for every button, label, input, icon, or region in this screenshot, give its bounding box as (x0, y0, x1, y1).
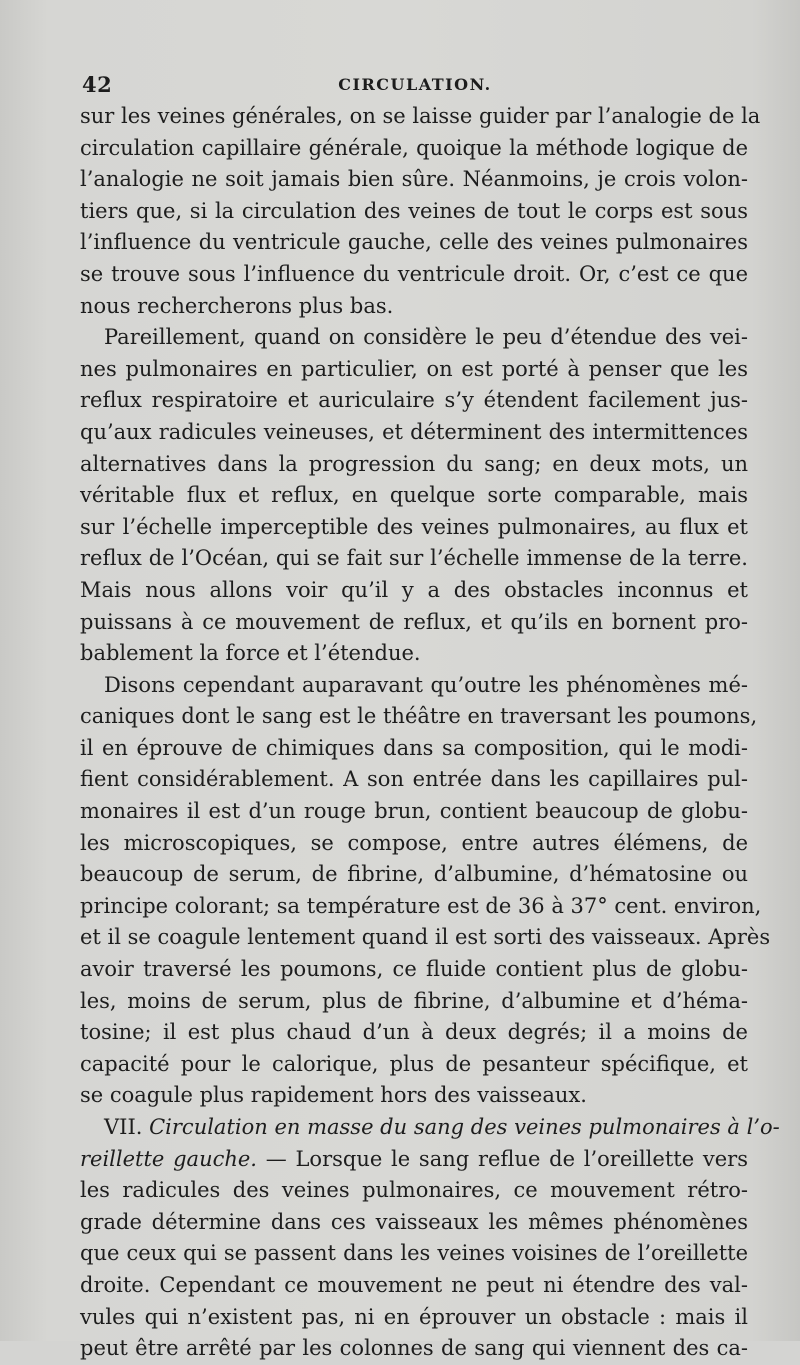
text-line: avoir traversé les poumons, ce fluide contient plus de globu- (80, 957, 748, 982)
text-line: l’analogie ne soit jamais bien sûre. Néanmoins, je crois volon- (80, 167, 748, 192)
text-line: droite. Cependant ce mouvement ne peut ni étendre des val- (80, 1272, 748, 1297)
page-number: 42 (82, 72, 113, 97)
text-line: les, moins de serum, plus de fibrine, d’albumine et d’héma- (80, 988, 748, 1013)
text-line: reflux respiratoire et auriculaire s’y étendent facilement jus- (80, 388, 748, 413)
text-line: reflux de l’Océan, qui se fait sur l’échelle immense de la terre. (80, 546, 748, 571)
text-line: puissans à ce mouvement de reflux, et qu’ils en bornent pro- (80, 609, 748, 634)
text-line (80, 1112, 780, 1144)
section-heading-italic: reillette gauche. (80, 1146, 257, 1171)
section-heading-italic: Circulation en masse du sang des veines pulmonaires à l’o- (149, 1115, 780, 1139)
text-line: bablement la force et l’étendue. (80, 641, 421, 666)
text-line: que ceux qui se passent dans les veines voisines de l’oreillette (80, 1241, 748, 1266)
text-line: sur l’échelle imperceptible des veines pulmonaires, au flux et (80, 514, 748, 539)
text-line: il en éprouve de chimiques dans sa composition, qui le modi- (80, 735, 748, 760)
text-line: nes pulmonaires en particulier, on est porté à penser que les (80, 356, 748, 381)
section-number: VII. (104, 1115, 150, 1139)
text-line: l’influence du ventricule gauche, celle des veines pulmonaires (80, 230, 748, 255)
text-line: Mais nous allons voir qu’il y a des obstacles inconnus et (80, 577, 748, 602)
text-line: Pareillement, quand on considère le peu d’étendue des vei- (104, 325, 748, 350)
text-line: alternatives dans la progression du sang; en deux mots, un (80, 451, 748, 476)
text-line: tiers que, si la circulation des veines de tout le corps est sous (80, 198, 748, 223)
text-line: grade détermine dans ces vaisseaux les mêmes phénomènes (80, 1209, 748, 1234)
text-line: se trouve sous l’influence du ventricule droit. Or, c’est ce que (80, 261, 748, 286)
text-line: les microscopiques, se compose, entre autres élémens, de (80, 830, 748, 855)
text-line (80, 1144, 748, 1176)
text-line: capacité pour le calorique, plus de pesanteur spécifique, et (80, 1051, 748, 1076)
text-line: qu’aux radicules veineuses, et déterminent des intermittences (80, 419, 748, 444)
text-line: nous rechercherons plus bas. (80, 293, 394, 318)
page-header (82, 72, 748, 102)
text-segment: — Lorsque le sang reflue de l’oreillette vers (256, 1146, 748, 1171)
text-line: peut être arrêté par les colonnes de sang qui viennent des ca- (80, 1336, 748, 1361)
text-line: tosine; il est plus chaud d’un à deux degrés; il a moins de (80, 1020, 748, 1045)
text-line: caniques dont le sang est le théâtre en traversant les poumons, (80, 704, 758, 729)
text-line: et il se coagule lentement quand il est sorti des vaisseaux. Après (80, 925, 771, 950)
text-line: monaires il est d’un rouge brun, contient beaucoup de globu- (80, 799, 748, 824)
text-line: principe colorant; sa température est de 36 à 37° cent. environ, (80, 893, 762, 918)
text-line: beaucoup de serum, de fibrine, d’albumine, d’hématosine ou (80, 862, 748, 887)
text-line: fient considérablement. A son entrée dans les capillaires pul- (80, 767, 748, 792)
text-line: véritable flux et reflux, en quelque sorte comparable, mais (80, 483, 748, 508)
text-line: sur les veines générales, on se laisse guider par l’analogie de la (80, 104, 761, 128)
text-line: les radicules des veines pulmonaires, ce mouvement rétro- (80, 1178, 748, 1203)
text-line: vules qui n’existent pas, ni en éprouver un obstacle : mais il (80, 1304, 748, 1329)
running-title: CIRCULATION. (338, 75, 492, 94)
text-line: Disons cependant auparavant qu’outre les phénomènes mé- (104, 672, 748, 697)
text-line: se coagule plus rapidement hors des vaisseaux. (80, 1083, 587, 1108)
text-line: circulation capillaire générale, quoique la méthode logique de (80, 135, 748, 160)
body-text (80, 101, 780, 1365)
